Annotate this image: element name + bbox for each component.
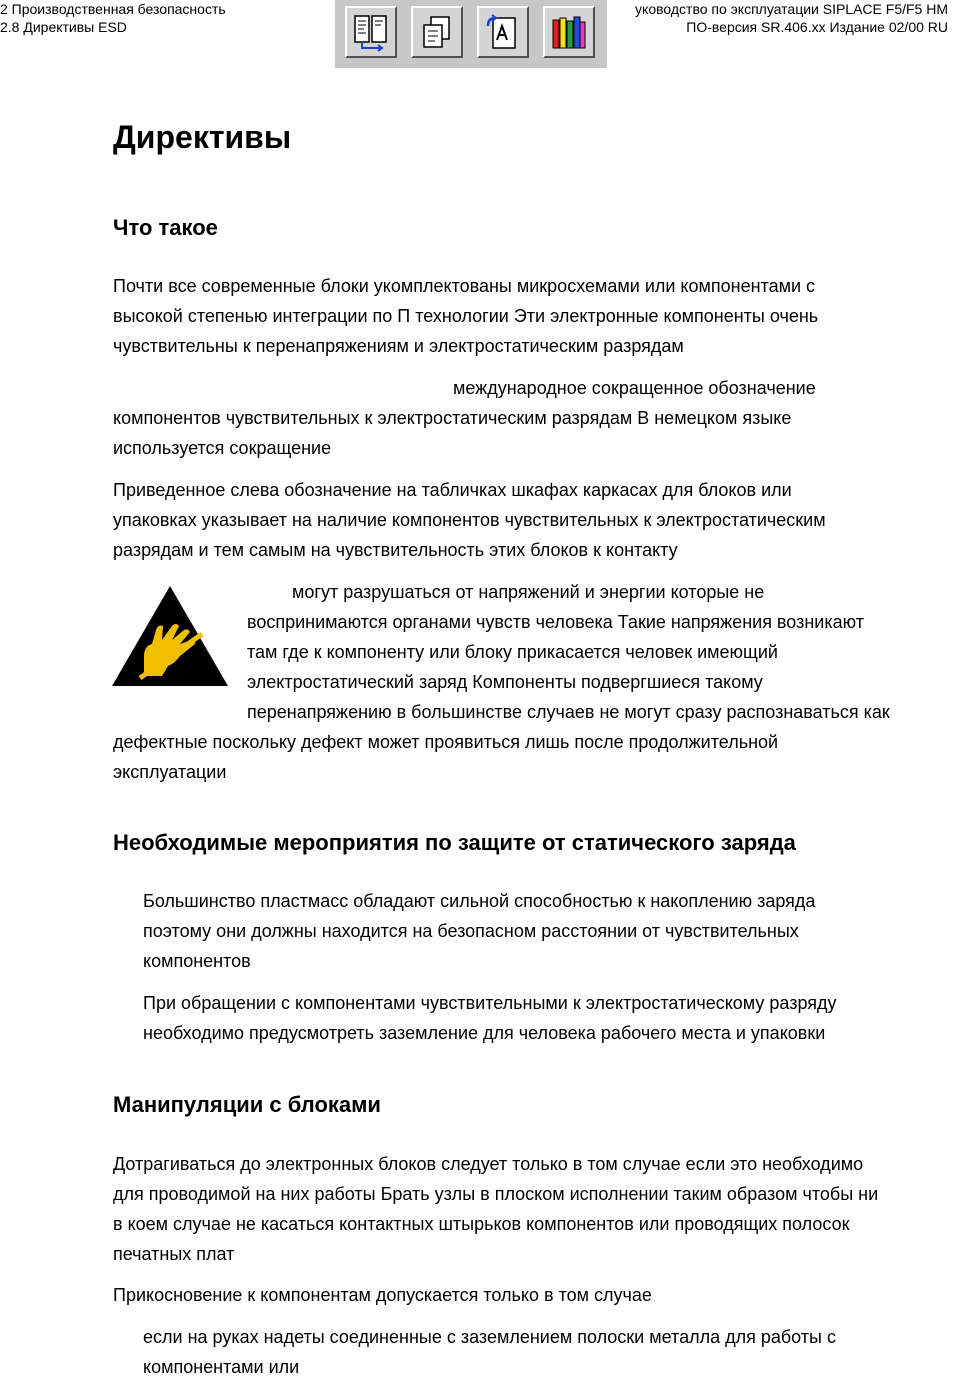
paragraph-measures-1 (143, 886, 815, 976)
text-line: компонентов чувствительных к электростатическим разрядам В немецком языке (113, 408, 792, 428)
paragraph-handling-1 (113, 1149, 878, 1269)
text-line: Приведенное слева обозначение на табличках шкафах каркасах для блоков или (113, 480, 792, 500)
header-section: 2 Производственная безопасность (0, 1, 226, 17)
header-version: ПО-версия SR.406.xx Издание 02/00 RU (686, 19, 948, 35)
running-header-right (635, 0, 948, 36)
esd-warning-icon (110, 584, 230, 688)
text-line: упаковках указывает на наличие компонентов чувствительных к электростатическим (113, 510, 826, 530)
text-line: электростатический заряд Компоненты подвергшиеся такому (247, 672, 763, 692)
text-line: высокой степенью интеграции по П технологии Эти электронные компоненты очень (113, 306, 819, 326)
text-line: для проводимой на них работы Брать узлы в плоском исполнении таким образом чтобы ни (113, 1184, 879, 1204)
text-line: международное сокращенное обозначение (453, 378, 816, 398)
search-document-icon (483, 12, 523, 52)
text-line: Прикосновение к компонентам допускается только в том случае (113, 1285, 652, 1305)
search-document-button[interactable] (477, 6, 529, 58)
text-line: там где к компоненту или блоку прикасается человек имеющий (247, 642, 778, 662)
page-copy-icon (417, 12, 457, 52)
text-line: эксплуатации (113, 762, 227, 782)
paragraph-what-4-wrapped (247, 577, 890, 727)
running-header-left (0, 0, 226, 36)
text-line: Большинство пластмасс обладают сильной способностью к накоплению заряда (143, 891, 816, 911)
library-button[interactable] (543, 6, 595, 58)
page-copy-button[interactable] (411, 6, 463, 58)
text-line: печатных плат (113, 1244, 235, 1264)
paragraph-what-3 (113, 475, 826, 565)
table-of-contents-icon (351, 12, 391, 52)
page-title: Директивы (113, 119, 292, 155)
paragraph-handling-2 (113, 1280, 652, 1310)
text-line: могут разрушаться от напряжений и энергии которые не (292, 582, 765, 602)
text-line: Почти все современные блоки укомплектованы микросхемами или компонентами с (113, 276, 816, 296)
library-books-icon (549, 12, 589, 52)
text-line: перенапряжению в большинстве случаев не могут сразу распознаваться как (247, 702, 890, 722)
text-line: компонентами или (143, 1357, 300, 1377)
paragraph-what-2 (113, 373, 816, 463)
text-line: используется сокращение (113, 438, 332, 458)
text-line: воспринимаются органами чувств человека Такие напряжения возникают (247, 612, 864, 632)
paragraph-what-1 (113, 271, 818, 361)
text-line: чувствительны к перенапряжениям и электростатическим разрядам (113, 336, 684, 356)
text-line: разрядам и тем самым на чувствительность этих блоков к контакту (113, 540, 678, 560)
heading-measures: Необходимые мероприятия по защите от статического заряда (113, 830, 796, 855)
paragraph-what-4-continued (113, 727, 778, 787)
text-line: При обращении с компонентами чувствительными к электростатическому разряду (143, 993, 837, 1013)
text-line: Дотрагиваться до электронных блоков следует только в том случае если это необходимо (113, 1154, 864, 1174)
text-line: в коем случае не касаться контактных штырьков компонентов или проводящих полосок (113, 1214, 850, 1234)
heading-what: Что такое (113, 215, 218, 240)
text-line: дефектные поскольку дефект может проявиться лишь после продолжительной (113, 732, 779, 752)
paragraph-handling-3 (143, 1322, 836, 1382)
header-subsection: 2.8 Директивы ESD (0, 19, 127, 35)
table-of-contents-button[interactable] (345, 6, 397, 58)
heading-handling: Манипуляции с блоками (113, 1092, 381, 1117)
navigation-toolbar (335, 0, 607, 68)
header-manual-title: уководство по эксплуатации SIPLACE F5/F5 HM (635, 1, 948, 17)
text-line: компонентов (143, 951, 251, 971)
text-line: поэтому они должны находится на безопасном расстоянии от чувствительных (143, 921, 799, 941)
text-line: если на руках надеты соединенные с заземлением полоски металла для работы с (143, 1327, 836, 1347)
paragraph-measures-2 (143, 988, 837, 1048)
text-line: необходимо предусмотреть заземление для человека рабочего места и упаковки (143, 1023, 826, 1043)
